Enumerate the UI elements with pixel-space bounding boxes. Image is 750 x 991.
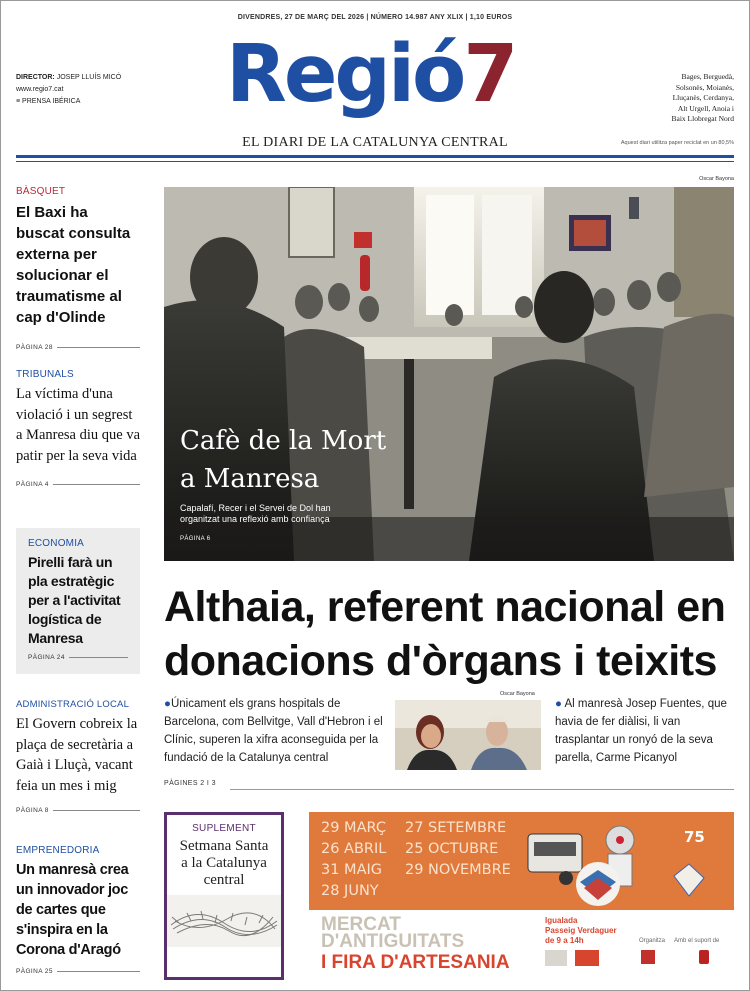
director-label: DIRECTOR: — [16, 74, 55, 81]
region-line: Solsonès, Moianès, — [675, 82, 734, 92]
region-line: Alt Urgell, Anoia i — [677, 103, 734, 113]
main-story-left-text: ●Únicament els grans hospitals de Barcelona, com Bellvitge, Vall d'Hebron i el Clínic, superen la xifra aconseguida per la fundació de la Catalunya central — [164, 698, 383, 764]
ad-date: 28 JUNY — [321, 883, 379, 899]
logo-text: Regió — [226, 28, 464, 120]
masthead-rule-thin — [16, 161, 734, 162]
photo-subtitle-line: Capalafí, Recer i el Servei de Dol han — [180, 503, 331, 513]
inset-photo-credit: Oscar Bayona — [500, 691, 535, 697]
story-headline[interactable]: Pirelli farà un pla estratègic per a l'activitat logística de Manresa — [28, 554, 121, 646]
sidebar-story-emprenedoria[interactable] — [16, 845, 140, 975]
ad-venue-line: Igualada — [545, 916, 578, 925]
main-story-right-text: ● Al manresà Josep Fuentes, que havia de fer diàlisi, li van trasplantar un ronyó de la seva parella, Carme Picanyol — [555, 698, 727, 764]
masthead-rule — [16, 155, 734, 158]
supplement-title: Setmana Santa a la Catalunya central — [179, 838, 269, 888]
ad-title-artesania: I FIRA D'ARTESANIA — [321, 952, 510, 973]
page-reference: PÀGINA 24 — [28, 654, 128, 661]
crown-of-thorns-icon — [167, 895, 281, 947]
story-headline[interactable]: Un manresà crea un innovador joc de cartes que s'inspira en la Corona d'Aragó — [16, 862, 129, 958]
ad-dates-right — [405, 818, 511, 881]
story-category: ECONOMIA — [28, 538, 85, 549]
photo-subtitle-line: organitzat una reflexió amb confiança — [180, 514, 330, 524]
region-line: Lluçanès, Cerdanya, — [672, 93, 734, 102]
photo-title-line: a Manresa — [180, 464, 320, 494]
sidebar-story-tribunals[interactable] — [16, 369, 140, 488]
ad-title-line: MERCAT — [321, 914, 401, 935]
ad-date: 27 SETEMBRE — [405, 820, 507, 836]
photo-subtitle — [180, 503, 331, 525]
ad-venue-line: Passeig Verdaguer — [545, 926, 617, 935]
tagline: EL DIARI DE LA CATALUNYA CENTRAL — [242, 135, 508, 150]
main-story-rule — [230, 789, 734, 790]
region-line: Baix Llobregat Nord — [671, 114, 734, 123]
photo-title[interactable] — [180, 422, 386, 498]
masthead-meta: DIRECTOR: JOSEP LLUÍS MICÓ www.regio7.cat ≡ PRENSA IBÉRICA — [16, 74, 122, 105]
publisher-group: PRENSA IBÉRICA — [22, 98, 81, 105]
logo-seven: 7 — [463, 28, 516, 120]
photo-page-reference: PÀGINA 6 — [180, 536, 211, 542]
couple-photo-image — [395, 700, 541, 770]
page-reference: PÀGINA 4 — [16, 481, 140, 488]
regions-list — [672, 72, 734, 125]
main-headline-line: Althaia, referent nacional en — [164, 583, 726, 631]
sponsor-logo — [545, 950, 567, 966]
ad-date: 29 NOVEMBRE — [405, 862, 511, 878]
main-headline-line: donacions d'òrgans i teixits — [164, 637, 717, 685]
main-headline[interactable] — [164, 580, 734, 688]
director-name: JOSEP LLUÍS MICÓ — [56, 74, 122, 81]
inset-photo[interactable] — [395, 700, 541, 770]
story-category: BÀSQUET — [16, 186, 66, 197]
supplement-label: SUPLEMENT — [192, 823, 256, 834]
anniversary-badge: 75 — [684, 828, 705, 846]
newspaper-logo[interactable] — [226, 28, 515, 120]
ad-date: 26 ABRIL — [321, 841, 387, 857]
ad-date: 29 MARÇ — [321, 820, 386, 836]
story-category: TRIBUNALS — [16, 369, 74, 380]
story-category: EMPRENEDORIA — [16, 845, 100, 856]
advertisement[interactable] — [309, 812, 734, 980]
sponsor-logo — [575, 950, 599, 966]
story-headline[interactable]: La víctima d'una violació i un segrest a Manresa diu que va patir per la seva vida — [16, 386, 141, 464]
sidebar-story-administracio[interactable] — [16, 699, 140, 814]
ad-dates-left — [321, 818, 386, 902]
support-logo — [699, 950, 709, 964]
ad-title-antiquitats — [321, 916, 464, 950]
organizer-logo — [641, 950, 655, 964]
region-line: Bages, Berguedà, — [681, 72, 734, 81]
antiques-collage-icon — [524, 816, 734, 908]
ad-venue — [545, 916, 617, 946]
page-reference: PÀGINA 25 — [16, 968, 140, 975]
organizer-label: Organitza — [639, 938, 666, 944]
story-headline[interactable]: El Baxi ha buscat consulta externa per solucionar el traumatisme al cap d'Olinde — [16, 204, 131, 326]
ad-title-line: D'ANTIGUITATS — [321, 931, 465, 952]
main-pages-reference: PÀGINES 2 I 3 — [164, 780, 216, 787]
website-link[interactable]: www.regio7.cat — [16, 86, 64, 93]
recycled-note: Aquest diari utilitza paper reciclat en un 80,5% — [620, 140, 734, 146]
bullet-icon: ● — [555, 698, 562, 710]
supplement-box[interactable] — [164, 812, 284, 980]
photo-credit: Oscar Bayona — [699, 176, 734, 182]
sidebar-story-economia[interactable] — [16, 528, 140, 674]
support-label: Amb el suport de — [674, 938, 720, 944]
story-headline[interactable]: El Govern cobreix la plaça de secretària a Gaià i Lluçà, vacant feia un mes i mig — [16, 716, 138, 794]
dateline: DIVENDRES, 27 DE MARÇ DEL 2026 | NÚMERO 14.987 ANY XLIX | 1,10 EUROS — [237, 14, 513, 21]
sidebar-story-basquet[interactable] — [16, 186, 140, 351]
ad-venue-line: de 9 a 14h — [545, 936, 584, 945]
photo-title-line: Cafè de la Mort — [180, 426, 387, 456]
bullet-icon: ● — [164, 698, 171, 710]
page-reference: PÀGINA 8 — [16, 807, 140, 814]
story-category: ADMINISTRACIÓ LOCAL — [16, 699, 130, 710]
ad-date: 25 OCTUBRE — [405, 841, 499, 857]
page-reference: PÀGINA 28 — [16, 344, 140, 351]
ad-date: 31 MAIG — [321, 862, 383, 878]
